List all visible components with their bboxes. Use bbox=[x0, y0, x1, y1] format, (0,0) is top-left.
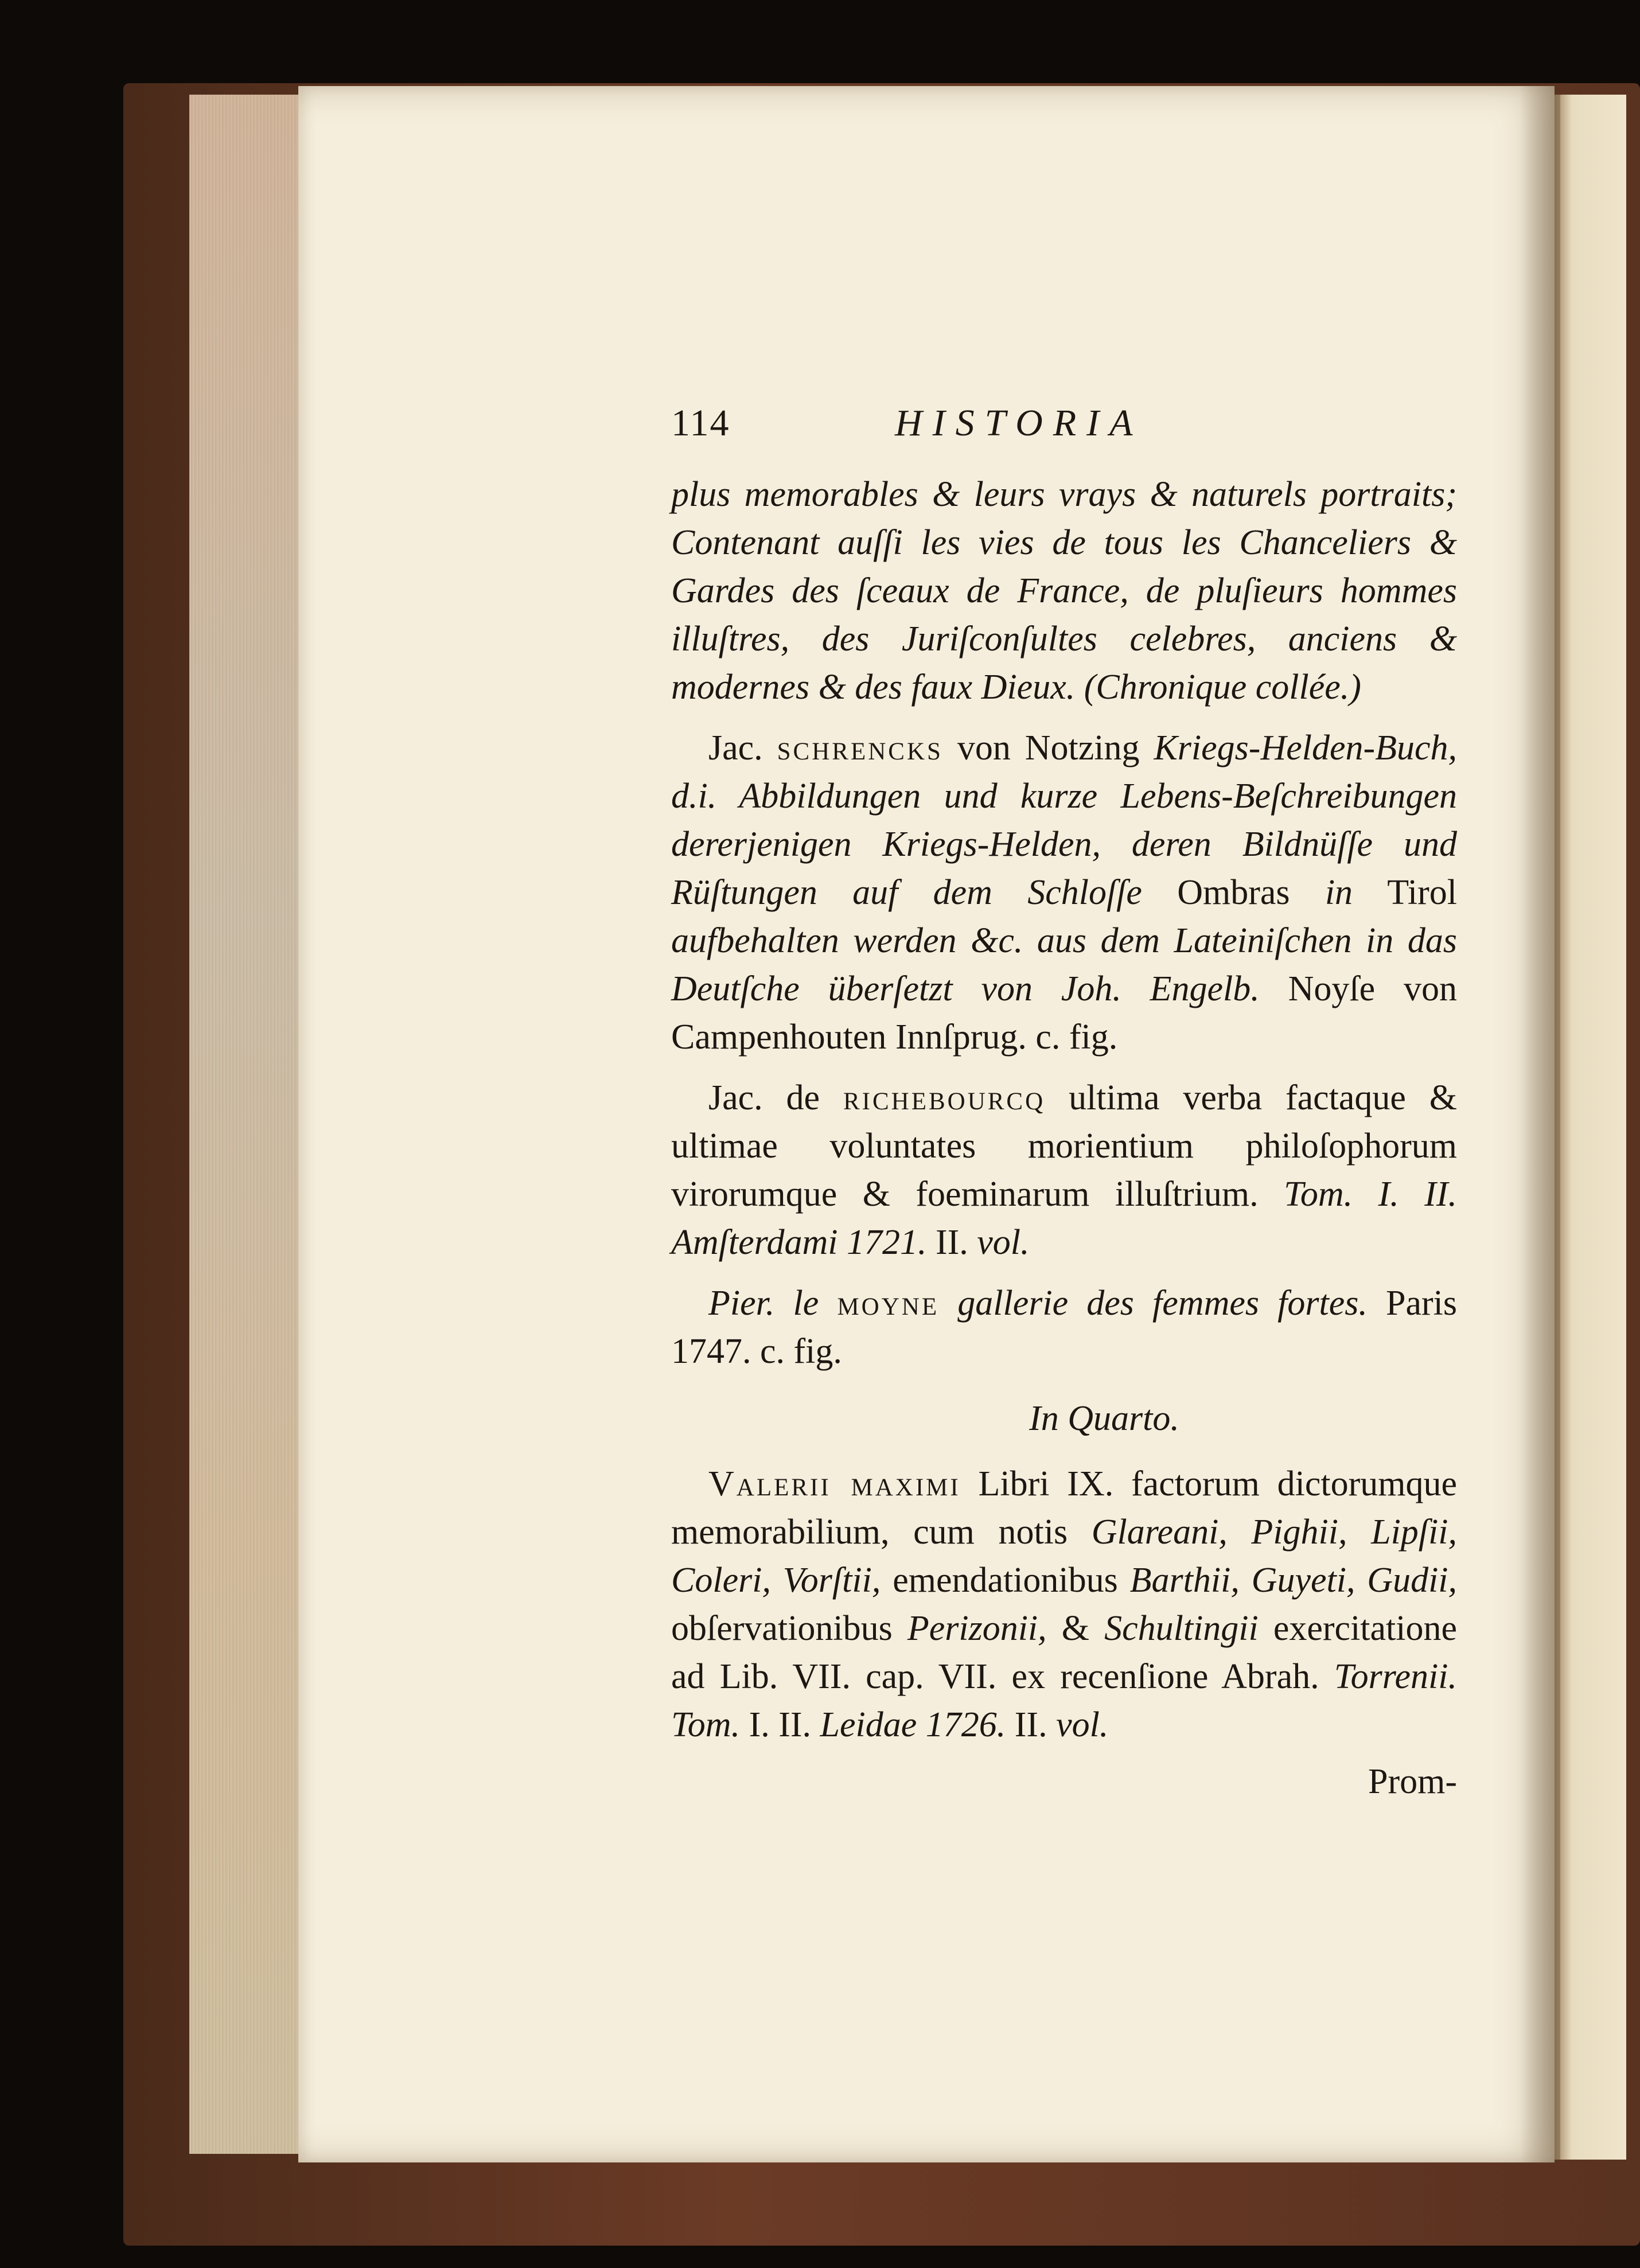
page-edges bbox=[189, 95, 310, 2154]
entry-richebourcq bbox=[671, 1074, 1457, 1267]
entry-text: obſervationibus bbox=[671, 1609, 893, 1648]
entry-text: Tirol bbox=[1387, 873, 1458, 912]
gutter-shadow bbox=[1520, 86, 1560, 2162]
entry-text: Paris 1747. c. fig. bbox=[671, 1284, 1458, 1371]
entry-volumes: Tom. I. II. bbox=[1284, 1175, 1457, 1214]
entry-count: II. bbox=[1014, 1705, 1047, 1744]
entry-text: exercitatione ad Lib. VII. cap. VII. ex recenſione Abrah. bbox=[671, 1609, 1458, 1696]
entry-names: Barthii, Guyeti, Gudii, bbox=[1129, 1561, 1458, 1600]
entry-vol-word: vol. bbox=[977, 1223, 1030, 1262]
entry-count: II. bbox=[935, 1223, 968, 1262]
entry-text: emendationibus bbox=[893, 1561, 1118, 1600]
author-first: Jac. bbox=[708, 728, 763, 767]
facing-page-edge bbox=[1549, 95, 1626, 2160]
entry-names: Perizonii, bbox=[907, 1609, 1047, 1648]
entry-text: & bbox=[1061, 1609, 1089, 1648]
author-name: richebourcq bbox=[843, 1078, 1046, 1117]
entry-text: I. II. bbox=[749, 1705, 812, 1744]
entry-continued bbox=[671, 470, 1457, 711]
author-name: moyne bbox=[837, 1284, 940, 1323]
author-first: Jac. de bbox=[708, 1078, 820, 1117]
entry-text: Ombras bbox=[1177, 873, 1290, 912]
author-name: Valerii maximi bbox=[708, 1464, 961, 1503]
entry-names: Schultingii bbox=[1104, 1609, 1259, 1648]
entry-text: in bbox=[1325, 873, 1353, 912]
entry-text: Noyſe von Campenhouten Innſprug. c. fig. bbox=[671, 969, 1457, 1057]
entry-text: plus memorables & leurs vrays & naturels portraits; Contenant auſſi les vies de tous les Chanceliers & Gardes des ſceaux de France, de pluſieurs hommes illuſtres, des Juriſconſultes celebres, anciens & modernes & des faux Dieux. (Chronique collée.) bbox=[671, 475, 1457, 707]
page-number: 114 bbox=[671, 402, 730, 444]
section-heading: In Quarto. bbox=[1029, 1399, 1179, 1438]
catchword: Prom- bbox=[1368, 1762, 1457, 1801]
entry-valerius bbox=[671, 1460, 1457, 1749]
running-title: HISTORIA bbox=[895, 402, 1143, 444]
entry-names: Torrenii. Tom. bbox=[671, 1657, 1458, 1744]
author-name: schrencks bbox=[777, 728, 943, 767]
entry-title: aufbehalten werden &c. aus dem Lateiniſchen in das Deutſche überſetzt von Joh. Engelb. bbox=[671, 921, 1457, 1008]
entry-text: Libri IX. factorum dictorumque memorabilium, cum notis bbox=[671, 1464, 1457, 1552]
entry-title: Kriegs-Helden-Buch, d.i. Abbildungen und kurze Lebens-Beſchreibungen dererjenigen Kriegs-Helden, deren Bildnüſſe und Rüſtungen auf dem Schloſſe bbox=[671, 728, 1458, 912]
entry-imprint: Amſterdami 1721. bbox=[671, 1223, 927, 1262]
entry-imprint: Leidae 1726. bbox=[820, 1705, 1006, 1744]
entry-text: von Notzing bbox=[957, 728, 1140, 767]
entry-moyne bbox=[671, 1279, 1457, 1375]
entry-schrencks bbox=[671, 724, 1457, 1061]
page-text bbox=[671, 402, 1457, 1802]
page-header bbox=[671, 402, 1457, 470]
entry-title: gallerie des femmes fortes. bbox=[957, 1284, 1368, 1323]
author-first: Pier. le bbox=[708, 1284, 819, 1323]
entry-vol-word: vol. bbox=[1056, 1705, 1109, 1744]
entry-text: ultima verba factaque & ultimae voluntates morientium philoſophorum virorumque & foeminarum illuſtrium. bbox=[671, 1078, 1458, 1214]
entry-names: Glareani, Pighii, Lipſii, Coleri, Vorſtii, bbox=[671, 1513, 1457, 1600]
